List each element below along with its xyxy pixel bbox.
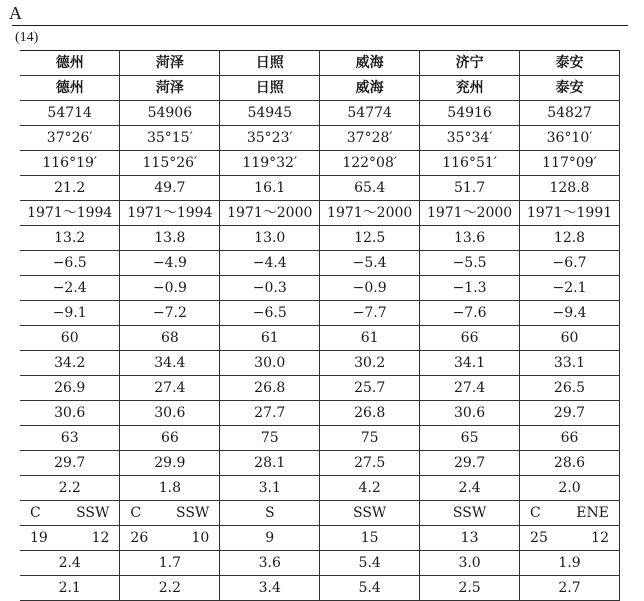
table-cell: −7.7 — [320, 301, 420, 326]
table-cell: 2.0 — [520, 476, 620, 501]
table-row — [20, 101, 620, 126]
table-cell: 35°23′ — [220, 126, 320, 151]
table-cell: 26.9 — [20, 376, 120, 401]
table-cell: 54827 — [520, 101, 620, 126]
table-row — [20, 176, 620, 201]
table-cell: 29.9 — [120, 451, 220, 476]
table-cell: −1.3 — [420, 276, 520, 301]
table-row — [20, 426, 620, 451]
table-cell: −6.5 — [20, 251, 120, 276]
cell-part: C — [30, 505, 41, 521]
table-cell — [220, 501, 320, 526]
table-cell: 3.6 — [220, 551, 320, 576]
table-cell — [20, 501, 120, 526]
table-cell: 30.6 — [420, 401, 520, 426]
table-cell: 68 — [120, 326, 220, 351]
table-cell: −0.3 — [220, 276, 320, 301]
table-cell: 60 — [520, 326, 620, 351]
table-cell: −0.9 — [120, 276, 220, 301]
cell-parts — [120, 530, 219, 546]
cell-part: SSW — [76, 505, 110, 521]
table-cell: 威海 — [320, 76, 420, 101]
table-cell: 2.4 — [420, 476, 520, 501]
cell-part: 15 — [360, 530, 379, 546]
cell-part: 26 — [130, 530, 149, 546]
cell-part: SSW — [353, 505, 387, 521]
table-cell: −5.5 — [420, 251, 520, 276]
table-cell: 1.7 — [120, 551, 220, 576]
table-cell: 61 — [320, 326, 420, 351]
table-cell: 30.0 — [220, 351, 320, 376]
table-cell: 济宁 — [420, 51, 520, 76]
table-cell: 29.7 — [420, 451, 520, 476]
table-cell: 3.4 — [220, 576, 320, 601]
table-cell: 49.7 — [120, 176, 220, 201]
cell-part: 10 — [191, 530, 210, 546]
cell-parts — [20, 505, 119, 521]
table-cell: −4.9 — [120, 251, 220, 276]
table-cell: 2.4 — [20, 551, 120, 576]
table-cell: −5.4 — [320, 251, 420, 276]
table-cell: 66 — [520, 426, 620, 451]
table-cell: 54945 — [220, 101, 320, 126]
table-cell: 5.4 — [320, 576, 420, 601]
table-cell: 12.5 — [320, 226, 420, 251]
table-cell: 115°26′ — [120, 151, 220, 176]
table-cell: 26.5 — [520, 376, 620, 401]
cell-part: 13 — [460, 530, 479, 546]
table-cell: 34.2 — [20, 351, 120, 376]
table-cell: 30.2 — [320, 351, 420, 376]
table-cell: 29.7 — [520, 401, 620, 426]
table-cell: −7.2 — [120, 301, 220, 326]
table-row — [20, 326, 620, 351]
table-cell: 16.1 — [220, 176, 320, 201]
table-cell: 2.7 — [520, 576, 620, 601]
cell-part: 12 — [591, 530, 609, 546]
table-cell: 54774 — [320, 101, 420, 126]
table-cell: 116°19′ — [20, 151, 120, 176]
table-cell: 2.2 — [120, 576, 220, 601]
table-cell: 2.2 — [20, 476, 120, 501]
table-row — [20, 251, 620, 276]
table-row — [20, 476, 620, 501]
table-row — [20, 351, 620, 376]
top-rule — [12, 25, 628, 26]
table-cell: 2.1 — [20, 576, 120, 601]
table-cell: 13.0 — [220, 226, 320, 251]
table-cell: 1.9 — [520, 551, 620, 576]
table-cell: 75 — [320, 426, 420, 451]
table-row — [20, 126, 620, 151]
table-id-label: (14) — [15, 30, 39, 45]
table-cell: 13.8 — [120, 226, 220, 251]
table-row — [20, 576, 620, 601]
table-cell: 日照 — [220, 51, 320, 76]
table-cell: −9.4 — [520, 301, 620, 326]
table-row — [20, 51, 620, 76]
table-cell: −0.9 — [320, 276, 420, 301]
cell-parts — [420, 505, 519, 521]
table-cell: 29.7 — [20, 451, 120, 476]
table-cell: 37°26′ — [20, 126, 120, 151]
corner-label: A — [9, 3, 22, 23]
table-cell: 75 — [220, 426, 320, 451]
table-cell: 泰安 — [520, 51, 620, 76]
table-cell: −2.1 — [520, 276, 620, 301]
table-cell — [20, 526, 120, 551]
table-row — [20, 76, 620, 101]
table-cell: 26.8 — [220, 376, 320, 401]
climate-data-table — [20, 50, 620, 601]
table-cell: 28.1 — [220, 451, 320, 476]
table-cell: 德州 — [20, 51, 120, 76]
table-cell: 13.6 — [420, 226, 520, 251]
table-cell: 61 — [220, 326, 320, 351]
table-cell: 25.7 — [320, 376, 420, 401]
table-cell: −7.6 — [420, 301, 520, 326]
table-cell: 54916 — [420, 101, 520, 126]
table-cell: 33.1 — [520, 351, 620, 376]
table-cell — [420, 526, 520, 551]
table-cell: 27.4 — [420, 376, 520, 401]
table-cell: 34.1 — [420, 351, 520, 376]
cell-part: SSW — [452, 505, 487, 521]
table-cell: 13.2 — [20, 226, 120, 251]
table-cell: 5.4 — [320, 551, 420, 576]
table-cell: 菏泽 — [120, 76, 220, 101]
table-cell: 34.4 — [120, 351, 220, 376]
table-cell: 54714 — [20, 101, 120, 126]
table-cell: −9.1 — [20, 301, 120, 326]
table-cell — [520, 526, 620, 551]
cell-parts — [320, 505, 419, 521]
table-cell: 1971～1991 — [520, 201, 620, 226]
cell-parts — [520, 505, 619, 521]
cell-part: 25 — [530, 530, 548, 546]
table-cell — [120, 501, 220, 526]
cell-parts — [220, 505, 319, 521]
table-row — [20, 501, 620, 526]
table-cell — [520, 501, 620, 526]
cell-part: SSW — [175, 505, 210, 521]
table-row — [20, 151, 620, 176]
table-row — [20, 401, 620, 426]
table-row — [20, 301, 620, 326]
cell-part: C — [530, 505, 541, 521]
table-row — [20, 451, 620, 476]
table-cell: 65.4 — [320, 176, 420, 201]
table-cell: 35°34′ — [420, 126, 520, 151]
table-cell: 1971～2000 — [320, 201, 420, 226]
table-cell: 35°15′ — [120, 126, 220, 151]
table-row — [20, 201, 620, 226]
table-cell — [320, 526, 420, 551]
table-cell — [120, 526, 220, 551]
table-cell: 54906 — [120, 101, 220, 126]
table-cell: 60 — [20, 326, 120, 351]
table-cell: 菏泽 — [120, 51, 220, 76]
table-cell — [220, 526, 320, 551]
table-cell: 26.8 — [320, 401, 420, 426]
cell-parts — [20, 530, 119, 546]
cell-parts — [420, 530, 519, 546]
table-cell: 1971～2000 — [420, 201, 520, 226]
table-cell: 兖州 — [420, 76, 520, 101]
table-cell: 12.8 — [520, 226, 620, 251]
cell-parts — [220, 530, 319, 546]
table-cell: 28.6 — [520, 451, 620, 476]
table-cell: 116°51′ — [420, 151, 520, 176]
table-cell: 1971～2000 — [220, 201, 320, 226]
table-cell: 30.6 — [120, 401, 220, 426]
cell-parts — [120, 505, 219, 521]
table-row — [20, 276, 620, 301]
table-cell: 21.2 — [20, 176, 120, 201]
table-cell: 3.1 — [220, 476, 320, 501]
table-cell: 63 — [20, 426, 120, 451]
table-cell: −6.7 — [520, 251, 620, 276]
table-cell: 27.7 — [220, 401, 320, 426]
cell-parts — [320, 530, 419, 546]
table-cell: 1971～1994 — [120, 201, 220, 226]
table-row — [20, 376, 620, 401]
table-cell: 128.8 — [520, 176, 620, 201]
table-cell: −4.4 — [220, 251, 320, 276]
table-row — [20, 551, 620, 576]
table-cell: 117°09′ — [520, 151, 620, 176]
table-cell: 66 — [420, 326, 520, 351]
table-cell: 122°08′ — [320, 151, 420, 176]
table-cell: 泰安 — [520, 76, 620, 101]
table-cell: −2.4 — [20, 276, 120, 301]
table-cell: 日照 — [220, 76, 320, 101]
table-cell: 65 — [420, 426, 520, 451]
table-cell: 27.5 — [320, 451, 420, 476]
table-cell: 威海 — [320, 51, 420, 76]
table-cell: 27.4 — [120, 376, 220, 401]
cell-part: 12 — [91, 530, 110, 546]
cell-part: C — [130, 505, 142, 521]
table-cell: 30.6 — [20, 401, 120, 426]
table-cell: 37°28′ — [320, 126, 420, 151]
table-cell: −6.5 — [220, 301, 320, 326]
cell-part: 9 — [265, 530, 275, 546]
cell-part: ENE — [576, 505, 609, 521]
table-cell: 德州 — [20, 76, 120, 101]
cell-part: 19 — [30, 530, 48, 546]
table-cell: 1971～1994 — [20, 201, 120, 226]
table-cell — [420, 501, 520, 526]
table-cell: 4.2 — [320, 476, 420, 501]
cell-parts — [520, 530, 619, 546]
table-cell — [320, 501, 420, 526]
table-row — [20, 226, 620, 251]
table-cell: 66 — [120, 426, 220, 451]
table-cell: 2.5 — [420, 576, 520, 601]
table-cell: 51.7 — [420, 176, 520, 201]
cell-part: S — [264, 505, 275, 521]
table-row — [20, 526, 620, 551]
table-cell: 1.8 — [120, 476, 220, 501]
table-cell: 36°10′ — [520, 126, 620, 151]
table-cell: 119°32′ — [220, 151, 320, 176]
table-cell: 3.0 — [420, 551, 520, 576]
